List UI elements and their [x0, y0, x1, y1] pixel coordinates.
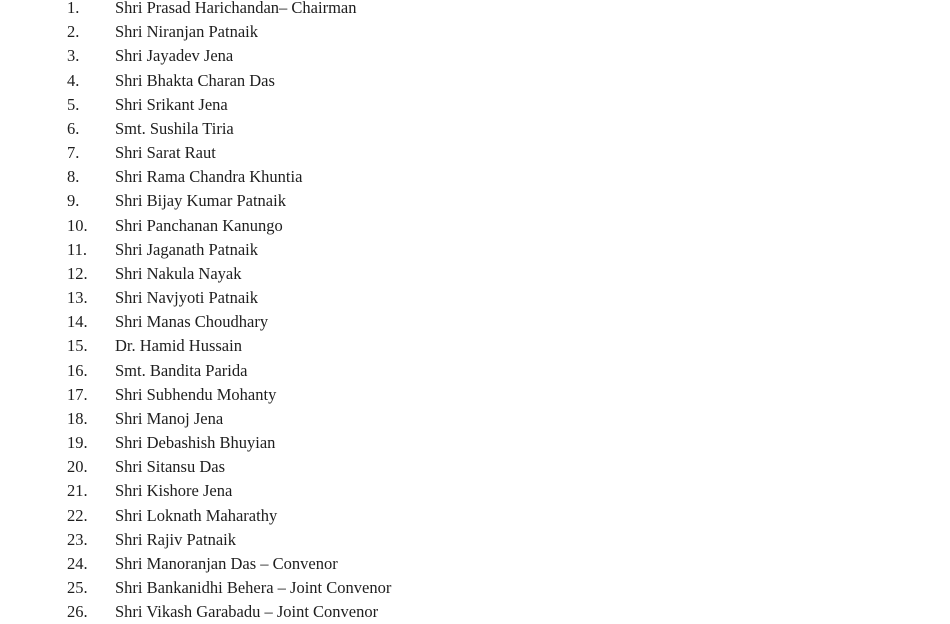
list-item [0, 286, 950, 310]
item-number: 7. [67, 143, 80, 163]
item-name: Shri Bankanidhi Behera – Joint Convenor [115, 578, 392, 598]
item-name: Shri Loknath Maharathy [115, 505, 278, 525]
item-name: Shri Nakula Nayak [115, 263, 242, 283]
item-name: Shri Srikant Jena [115, 94, 228, 114]
item-name: Shri Rama Chandra Khuntia [115, 167, 303, 187]
item-name: Shri Sitansu Das [115, 457, 226, 477]
item-number: 5. [67, 94, 80, 114]
item-name: Shri Vikash Garabadu – Joint Convenor [115, 602, 379, 622]
item-number: 14. [67, 312, 88, 332]
list-item [0, 383, 950, 407]
list-item [0, 238, 950, 262]
item-name: Shri Navjyoti Patnaik [115, 288, 258, 308]
list-item [0, 359, 950, 383]
item-number: 25. [67, 578, 88, 598]
item-name: Shri Subhendu Mohanty [115, 384, 277, 404]
item-name: Shri Prasad Harichandan– Chairman [115, 0, 357, 17]
list-item [0, 552, 950, 576]
list-item [0, 431, 950, 455]
item-number: 9. [67, 191, 80, 211]
item-name: Dr. Hamid Hussain [115, 336, 242, 356]
item-name: Shri Niranjan Patnaik [115, 22, 258, 42]
list-item [0, 214, 950, 238]
item-number: 13. [67, 288, 88, 308]
list-item [0, 334, 950, 358]
item-name: Shri Sarat Raut [115, 143, 216, 163]
item-name: Shri Manoranjan Das – Convenor [115, 553, 338, 573]
list-item [0, 407, 950, 431]
list-item [0, 0, 950, 20]
item-number: 11. [67, 239, 88, 259]
item-number: 22. [67, 505, 88, 525]
list-item [0, 93, 950, 117]
list-item [0, 44, 950, 68]
item-name: Shri Debashish Bhuyian [115, 433, 276, 453]
list-item [0, 141, 950, 165]
list-item [0, 310, 950, 334]
item-number: 8. [67, 167, 80, 187]
list-item [0, 189, 950, 213]
item-name: Shri Bijay Kumar Patnaik [115, 191, 286, 211]
item-name: Shri Manoj Jena [115, 408, 224, 428]
item-name: Shri Kishore Jena [115, 481, 233, 501]
item-number: 19. [67, 433, 88, 453]
list-item [0, 455, 950, 479]
item-name: Shri Panchanan Kanungo [115, 215, 283, 235]
item-name: Smt. Bandita Parida [115, 360, 248, 380]
item-number: 3. [67, 46, 80, 66]
item-name: Shri Bhakta Charan Das [115, 70, 275, 90]
item-number: 26. [67, 602, 88, 622]
item-name: Smt. Sushila Tiria [115, 118, 234, 138]
list-item [0, 165, 950, 189]
list-item [0, 576, 950, 600]
list-item [0, 20, 950, 44]
list-item [0, 479, 950, 503]
list-item [0, 117, 950, 141]
item-name: Shri Rajiv Patnaik [115, 529, 236, 549]
item-name: Shri Jaganath Patnaik [115, 239, 258, 259]
item-number: 2. [67, 22, 80, 42]
list-item [0, 528, 950, 552]
item-number: 10. [67, 215, 88, 235]
list-item [0, 262, 950, 286]
list-item [0, 600, 950, 624]
item-number: 6. [67, 118, 80, 138]
item-number: 17. [67, 384, 88, 404]
list-item [0, 69, 950, 93]
item-name: Shri Jayadev Jena [115, 46, 234, 66]
item-number: 23. [67, 529, 88, 549]
item-number: 24. [67, 553, 88, 573]
item-number: 18. [67, 408, 88, 428]
item-name: Shri Manas Choudhary [115, 312, 269, 332]
item-number: 1. [67, 0, 80, 17]
list-item [0, 504, 950, 528]
item-number: 20. [67, 457, 88, 477]
item-number: 12. [67, 263, 88, 283]
item-number: 4. [67, 70, 80, 90]
item-number: 15. [67, 336, 88, 356]
item-number: 16. [67, 360, 88, 380]
item-number: 21. [67, 481, 88, 501]
